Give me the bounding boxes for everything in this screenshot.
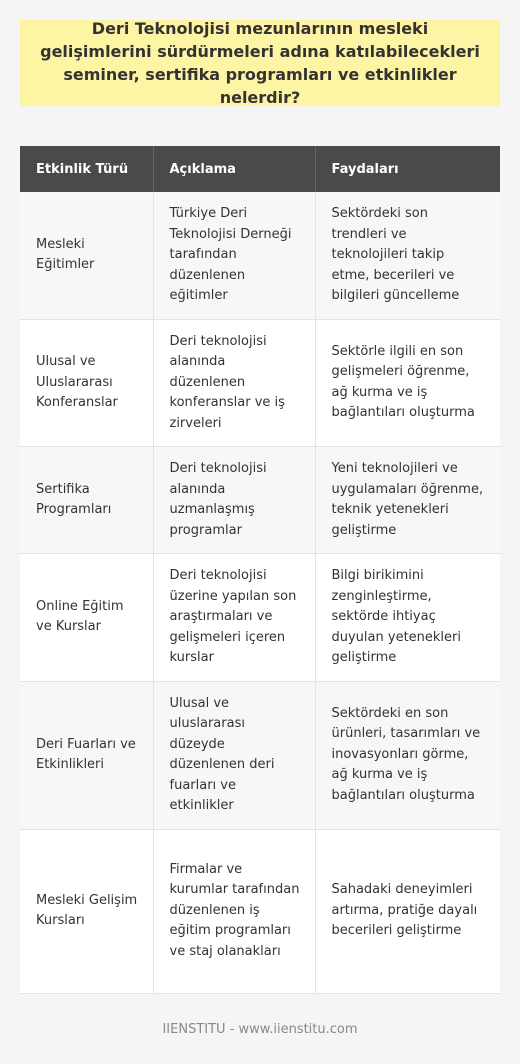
description-cell: Ulusal ve uluslararası düzeyde düzenlenen deri fuarları ve etkinlikler: [153, 681, 315, 829]
activity-type-cell: Online Eğitim ve Kurslar: [20, 554, 153, 682]
page-title: Deri Teknolojisi mezunlarının mesleki gelişimlerini sürdürmeleri adına katılabilecekleri seminer, sertifika programları ve etkinlikler nelerdir?: [40, 19, 480, 107]
title-banner: [20, 20, 500, 106]
table-header-row: [20, 146, 500, 192]
description-cell: Deri teknolojisi üzerine yapılan son araştırmaları ve gelişmeleri içeren kurslar: [153, 554, 315, 682]
activity-type-cell: Sertifika Programları: [20, 447, 153, 554]
description-cell: Türkiye Deri Teknolojisi Derneği tarafından düzenlenen eğitimler: [153, 192, 315, 319]
table-row: [20, 319, 500, 447]
table-row: [20, 554, 500, 682]
benefits-cell: Yeni teknolojileri ve uygulamaları öğrenme, teknik yetenekleri geliştirme: [315, 447, 500, 554]
benefits-cell: Sektördeki son trendleri ve teknolojileri takip etme, becerileri ve bilgileri güncelleme: [315, 192, 500, 319]
activity-type-cell: Ulusal ve Uluslararası Konferanslar: [20, 319, 153, 447]
column-header-benefits: Faydaları: [315, 146, 500, 192]
table-row: [20, 681, 500, 829]
description-cell: Deri teknolojisi alanında uzmanlaşmış programlar: [153, 447, 315, 554]
activity-type-cell: Mesleki Gelişim Kursları: [20, 829, 153, 993]
column-header-description: Açıklama: [153, 146, 315, 192]
benefits-cell: Sahadaki deneyimleri artırma, pratiğe dayalı becerileri geliştirme: [315, 829, 500, 993]
column-header-activity-type: Etkinlik Türü: [20, 146, 153, 192]
benefits-cell: Bilgi birikimini zenginleştirme, sektörde ihtiyaç duyulan yetenekleri geliştirme: [315, 554, 500, 682]
activity-type-cell: Mesleki Eğitimler: [20, 192, 153, 319]
description-cell: Deri teknolojisi alanında düzenlenen konferanslar ve iş zirveleri: [153, 319, 315, 447]
benefits-cell: Sektörle ilgili en son gelişmeleri öğrenme, ağ kurma ve iş bağlantıları oluşturma: [315, 319, 500, 447]
footer-credit: IIENSTITU - www.iienstitu.com: [162, 1022, 358, 1037]
description-cell: Firmalar ve kurumlar tarafından düzenlenen iş eğitim programları ve staj olanakları: [153, 829, 315, 993]
table-row: [20, 829, 500, 993]
activities-table: [20, 146, 500, 994]
table-row: [20, 447, 500, 554]
activity-type-cell: Deri Fuarları ve Etkinlikleri: [20, 681, 153, 829]
table-row: [20, 192, 500, 319]
benefits-cell: Sektördeki en son ürünleri, tasarımları ve inovasyonları görme, ağ kurma ve iş bağlantıları oluşturma: [315, 681, 500, 829]
